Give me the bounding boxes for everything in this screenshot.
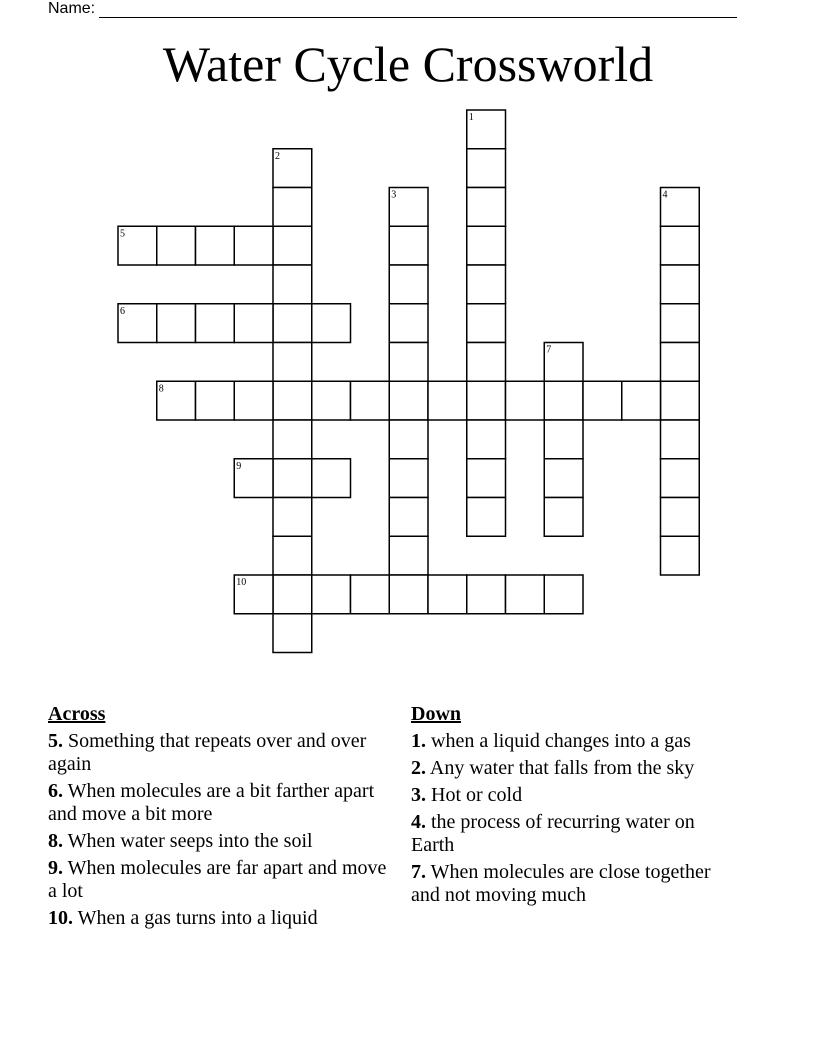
grid-cell-r11-c7[interactable] <box>389 536 428 575</box>
clue-down-2: 2. Any water that falls from the sky <box>411 757 695 779</box>
grid-cell-r3-c1[interactable] <box>157 226 196 265</box>
grid-cell-r8-c4[interactable] <box>273 420 312 459</box>
down-heading: Down <box>411 703 462 725</box>
grid-cell-r12-c4[interactable] <box>273 575 312 614</box>
grid-cell-r12-c6[interactable] <box>351 575 390 614</box>
cell-number-8: 8 <box>158 383 164 395</box>
cell-number-5: 5 <box>120 228 125 240</box>
grid-cell-r4-c7[interactable] <box>389 265 428 304</box>
grid-cell-r9-c5[interactable] <box>312 459 351 498</box>
grid-cell-r9-c11[interactable] <box>544 459 583 498</box>
cell-number-3: 3 <box>391 189 397 201</box>
grid-cell-r2-c7[interactable] <box>389 188 428 227</box>
grid-cell-r4-c14[interactable] <box>661 265 700 304</box>
clue-across-8: 8. When water seeps into the soil <box>48 830 313 852</box>
grid-cell-r8-c11[interactable] <box>544 420 583 459</box>
grid-cell-r7-c3[interactable] <box>234 381 273 420</box>
grid-cell-r5-c3[interactable] <box>234 304 273 343</box>
grid-cell-r10-c9[interactable] <box>467 498 506 537</box>
grid-cell-r7-c11[interactable] <box>544 381 583 420</box>
across-clues <box>48 703 388 934</box>
name-field[interactable] <box>48 0 737 18</box>
clue-across-5: 5. Something that repeats over and over again <box>48 730 367 775</box>
grid-cell-r0-c9[interactable] <box>467 110 506 149</box>
cell-number-7: 7 <box>546 344 552 356</box>
grid-cell-r12-c11[interactable] <box>544 575 583 614</box>
grid-cell-r7-c10[interactable] <box>506 381 545 420</box>
grid-cell-r12-c9[interactable] <box>467 575 506 614</box>
clue-down-3: 3. Hot or cold <box>411 784 523 806</box>
grid-cell-r9-c3[interactable] <box>234 459 273 498</box>
grid-cell-r7-c6[interactable] <box>351 381 390 420</box>
grid-cell-r12-c7[interactable] <box>389 575 428 614</box>
grid-cell-r9-c14[interactable] <box>661 459 700 498</box>
grid-cell-r7-c13[interactable] <box>622 381 661 420</box>
grid-cell-r5-c4[interactable] <box>273 304 312 343</box>
page-title: Water Cycle Crossworld <box>162 36 654 92</box>
grid-cell-r8-c14[interactable] <box>661 420 700 459</box>
grid-cell-r2-c4[interactable] <box>273 188 312 227</box>
grid-cell-r5-c7[interactable] <box>389 304 428 343</box>
down-clues <box>411 703 741 911</box>
grid-cell-r5-c2[interactable] <box>196 304 235 343</box>
grid-cell-r7-c5[interactable] <box>312 381 351 420</box>
clue-across-10: 10. When a gas turns into a liquid <box>48 907 318 929</box>
grid-cell-r10-c7[interactable] <box>389 498 428 537</box>
grid-cell-r4-c4[interactable] <box>273 265 312 304</box>
grid-cell-r10-c14[interactable] <box>661 498 700 537</box>
grid-cell-r7-c14[interactable] <box>661 381 700 420</box>
clue-down-1: 1. when a liquid changes into a gas <box>411 730 691 752</box>
grid-cell-r12-c5[interactable] <box>312 575 351 614</box>
grid-cell-r11-c4[interactable] <box>273 536 312 575</box>
grid-cell-r5-c1[interactable] <box>157 304 196 343</box>
grid-cell-r9-c9[interactable] <box>467 459 506 498</box>
grid-cell-r3-c0[interactable] <box>118 226 157 265</box>
grid-cell-r6-c14[interactable] <box>661 343 700 382</box>
grid-cell-r6-c11[interactable] <box>544 343 583 382</box>
clue-across-9: 9. When molecules are far apart and move a lot <box>48 857 387 902</box>
grid-cell-r12-c8[interactable] <box>428 575 467 614</box>
grid-cell-r5-c0[interactable] <box>118 304 157 343</box>
grid-cell-r13-c4[interactable] <box>273 614 312 653</box>
clue-across-6: 6. When molecules are a bit farther apart and move a bit more <box>48 780 375 825</box>
across-heading: Across <box>48 703 106 725</box>
grid-cell-r10-c4[interactable] <box>273 498 312 537</box>
grid-cell-r6-c9[interactable] <box>467 343 506 382</box>
cell-number-9: 9 <box>236 460 242 472</box>
grid-cell-r12-c3[interactable] <box>234 575 273 614</box>
grid-cell-r3-c3[interactable] <box>234 226 273 265</box>
grid-cell-r9-c4[interactable] <box>273 459 312 498</box>
grid-cell-r1-c9[interactable] <box>467 149 506 188</box>
grid-cell-r6-c7[interactable] <box>389 343 428 382</box>
cell-number-1: 1 <box>468 112 474 123</box>
grid-cell-r3-c14[interactable] <box>661 226 700 265</box>
cell-number-4: 4 <box>662 189 668 201</box>
cell-number-10: 10 <box>236 577 247 588</box>
grid-cell-r2-c9[interactable] <box>467 188 506 227</box>
cell-number-6: 6 <box>120 305 125 317</box>
grid-cell-r3-c4[interactable] <box>273 226 312 265</box>
grid-cell-r7-c8[interactable] <box>428 381 467 420</box>
grid-cell-r7-c7[interactable] <box>389 381 428 420</box>
grid-cell-r10-c11[interactable] <box>544 498 583 537</box>
grid-cell-r2-c14[interactable] <box>661 188 700 227</box>
cell-number-2: 2 <box>275 150 280 162</box>
grid-cell-r5-c9[interactable] <box>467 304 506 343</box>
grid-cell-r7-c4[interactable] <box>273 381 312 420</box>
grid-cell-r9-c7[interactable] <box>389 459 428 498</box>
grid-cell-r7-c2[interactable] <box>196 381 235 420</box>
grid-cell-r6-c4[interactable] <box>273 343 312 382</box>
grid-cell-r7-c12[interactable] <box>583 381 622 420</box>
name-underline[interactable] <box>99 3 737 18</box>
grid-cell-r8-c7[interactable] <box>389 420 428 459</box>
clue-down-4: 4. the process of recurring water on Earth <box>411 811 695 856</box>
grid-cell-r3-c7[interactable] <box>389 226 428 265</box>
grid-cell-r7-c1[interactable] <box>157 381 196 420</box>
grid-cell-r3-c9[interactable] <box>467 226 506 265</box>
grid-cell-r4-c9[interactable] <box>467 265 506 304</box>
grid-cell-r7-c9[interactable] <box>467 381 506 420</box>
grid-cell-r3-c2[interactable] <box>196 226 235 265</box>
grid-cell-r12-c10[interactable] <box>506 575 545 614</box>
grid-cell-r1-c4[interactable] <box>273 149 312 188</box>
name-label: Name: <box>48 0 96 17</box>
grid-cell-r11-c14[interactable] <box>661 536 700 575</box>
clue-down-7: 7. When molecules are close together and not moving much <box>411 861 711 906</box>
grid-cell-r5-c5[interactable] <box>312 304 351 343</box>
grid-cell-r8-c9[interactable] <box>467 420 506 459</box>
grid-cell-r5-c14[interactable] <box>661 304 700 343</box>
